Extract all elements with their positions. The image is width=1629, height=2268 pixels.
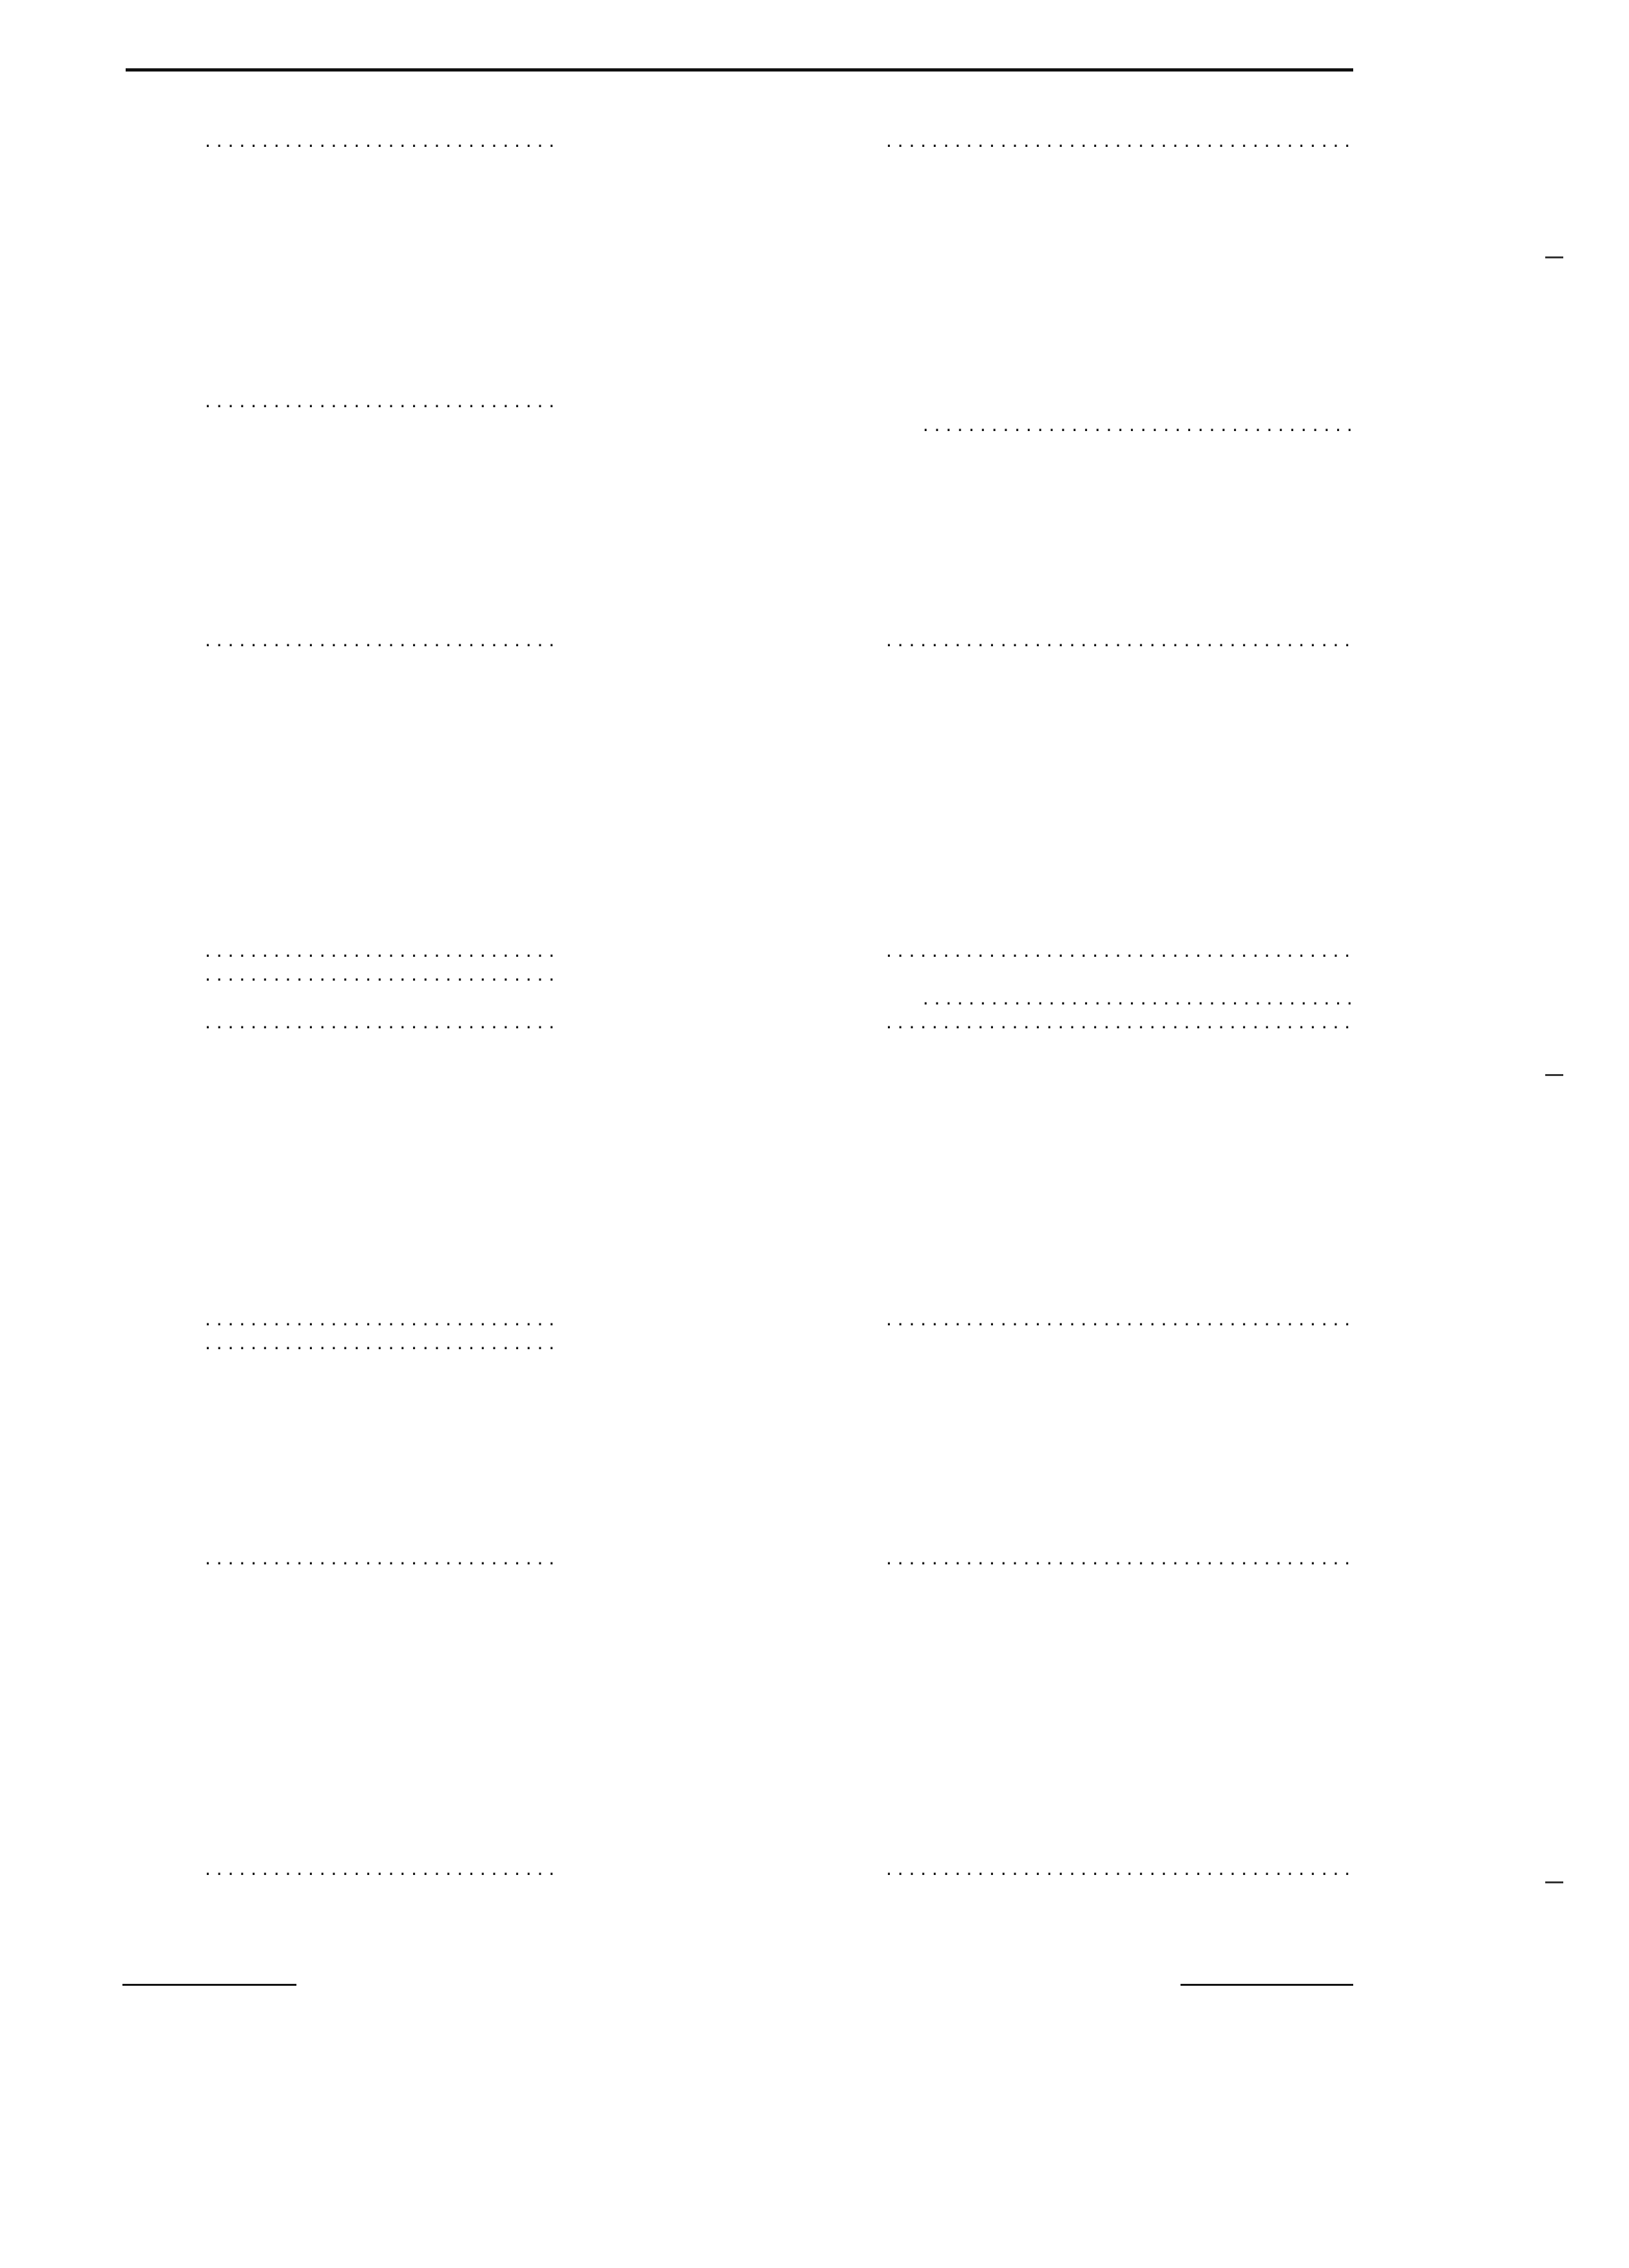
description xyxy=(886,937,1353,962)
table-row xyxy=(0,1258,1629,1283)
table-row xyxy=(0,1009,1629,1033)
table-row xyxy=(0,1354,1629,1378)
table-row xyxy=(0,268,1629,293)
table-row xyxy=(0,244,1629,269)
table-row xyxy=(0,842,1629,867)
table-row xyxy=(0,555,1629,579)
table-row xyxy=(0,388,1629,412)
table-row xyxy=(0,1115,1629,1139)
table-row xyxy=(0,1856,1629,1880)
table-row xyxy=(0,818,1629,843)
application xyxy=(205,937,553,962)
description xyxy=(886,1545,1353,1570)
table-row xyxy=(0,292,1629,316)
table-row xyxy=(0,364,1629,389)
table-row xyxy=(0,1832,1629,1856)
table-row xyxy=(0,1449,1629,1474)
table-row xyxy=(0,1760,1629,1785)
description xyxy=(886,1306,1353,1331)
table-row xyxy=(0,1521,1629,1546)
margin-mark xyxy=(1545,1074,1563,1076)
table-row xyxy=(0,722,1629,747)
table-row xyxy=(0,1474,1629,1498)
table-row xyxy=(0,1688,1629,1713)
table-row xyxy=(0,1569,1629,1593)
table-row xyxy=(0,961,1629,986)
application xyxy=(205,1009,553,1033)
application xyxy=(205,627,553,651)
table-row xyxy=(0,436,1629,460)
table-row xyxy=(0,1401,1629,1426)
table-row xyxy=(0,1736,1629,1761)
table-row xyxy=(0,1593,1629,1617)
table-row xyxy=(0,1664,1629,1689)
title-rule xyxy=(126,68,1353,72)
table-row xyxy=(0,1235,1629,1259)
table-row xyxy=(0,1306,1629,1331)
table-row xyxy=(0,985,1629,1010)
table-row xyxy=(0,1808,1629,1832)
application xyxy=(205,1330,553,1354)
table-row xyxy=(0,1879,1629,1904)
table-row xyxy=(0,794,1629,818)
table-row xyxy=(0,1713,1629,1737)
margin-mark xyxy=(1545,256,1563,258)
margin-mark xyxy=(1545,1881,1563,1883)
table-row xyxy=(0,340,1629,365)
table-row xyxy=(0,937,1629,962)
table-row xyxy=(0,627,1629,651)
table-row xyxy=(0,316,1629,340)
table-row xyxy=(0,651,1629,675)
application xyxy=(205,1306,553,1331)
application xyxy=(205,1545,553,1570)
table-row xyxy=(0,675,1629,699)
table-row xyxy=(0,128,1629,152)
description xyxy=(923,412,1353,436)
footer-rule-right xyxy=(1181,1984,1353,1986)
table-row xyxy=(0,1282,1629,1307)
table-row xyxy=(0,459,1629,484)
description xyxy=(886,1009,1353,1033)
table-row xyxy=(0,866,1629,890)
application xyxy=(205,128,553,152)
table-row xyxy=(0,890,1629,914)
table-row xyxy=(0,1162,1629,1187)
table-row xyxy=(0,1640,1629,1665)
description xyxy=(886,128,1353,152)
section-header-4-354 xyxy=(205,87,379,118)
description xyxy=(886,627,1353,651)
table-row xyxy=(0,698,1629,723)
table-row xyxy=(0,1186,1629,1211)
footer-rule-left xyxy=(122,1984,296,1986)
application xyxy=(205,388,553,412)
table-row xyxy=(0,1210,1629,1235)
table-row xyxy=(0,1425,1629,1450)
table-row xyxy=(0,1617,1629,1641)
table-row xyxy=(0,914,1629,938)
table-row xyxy=(0,1330,1629,1354)
table-row xyxy=(0,1139,1629,1163)
table-row xyxy=(0,220,1629,245)
table-row xyxy=(0,1378,1629,1402)
table-row xyxy=(0,531,1629,555)
section-header-4-355 xyxy=(205,161,334,192)
section-header-4-356 xyxy=(205,1055,334,1086)
table-row xyxy=(0,746,1629,771)
table-row xyxy=(0,1784,1629,1809)
table-row xyxy=(0,507,1629,532)
table-row xyxy=(0,603,1629,628)
table-row xyxy=(0,579,1629,604)
table-row xyxy=(0,412,1629,436)
description xyxy=(886,1856,1353,1880)
table-row xyxy=(0,1497,1629,1522)
application xyxy=(205,961,553,986)
table-row xyxy=(0,483,1629,508)
application xyxy=(205,1856,553,1880)
table-row xyxy=(0,770,1629,794)
description xyxy=(923,985,1353,1010)
table-row xyxy=(0,1545,1629,1570)
